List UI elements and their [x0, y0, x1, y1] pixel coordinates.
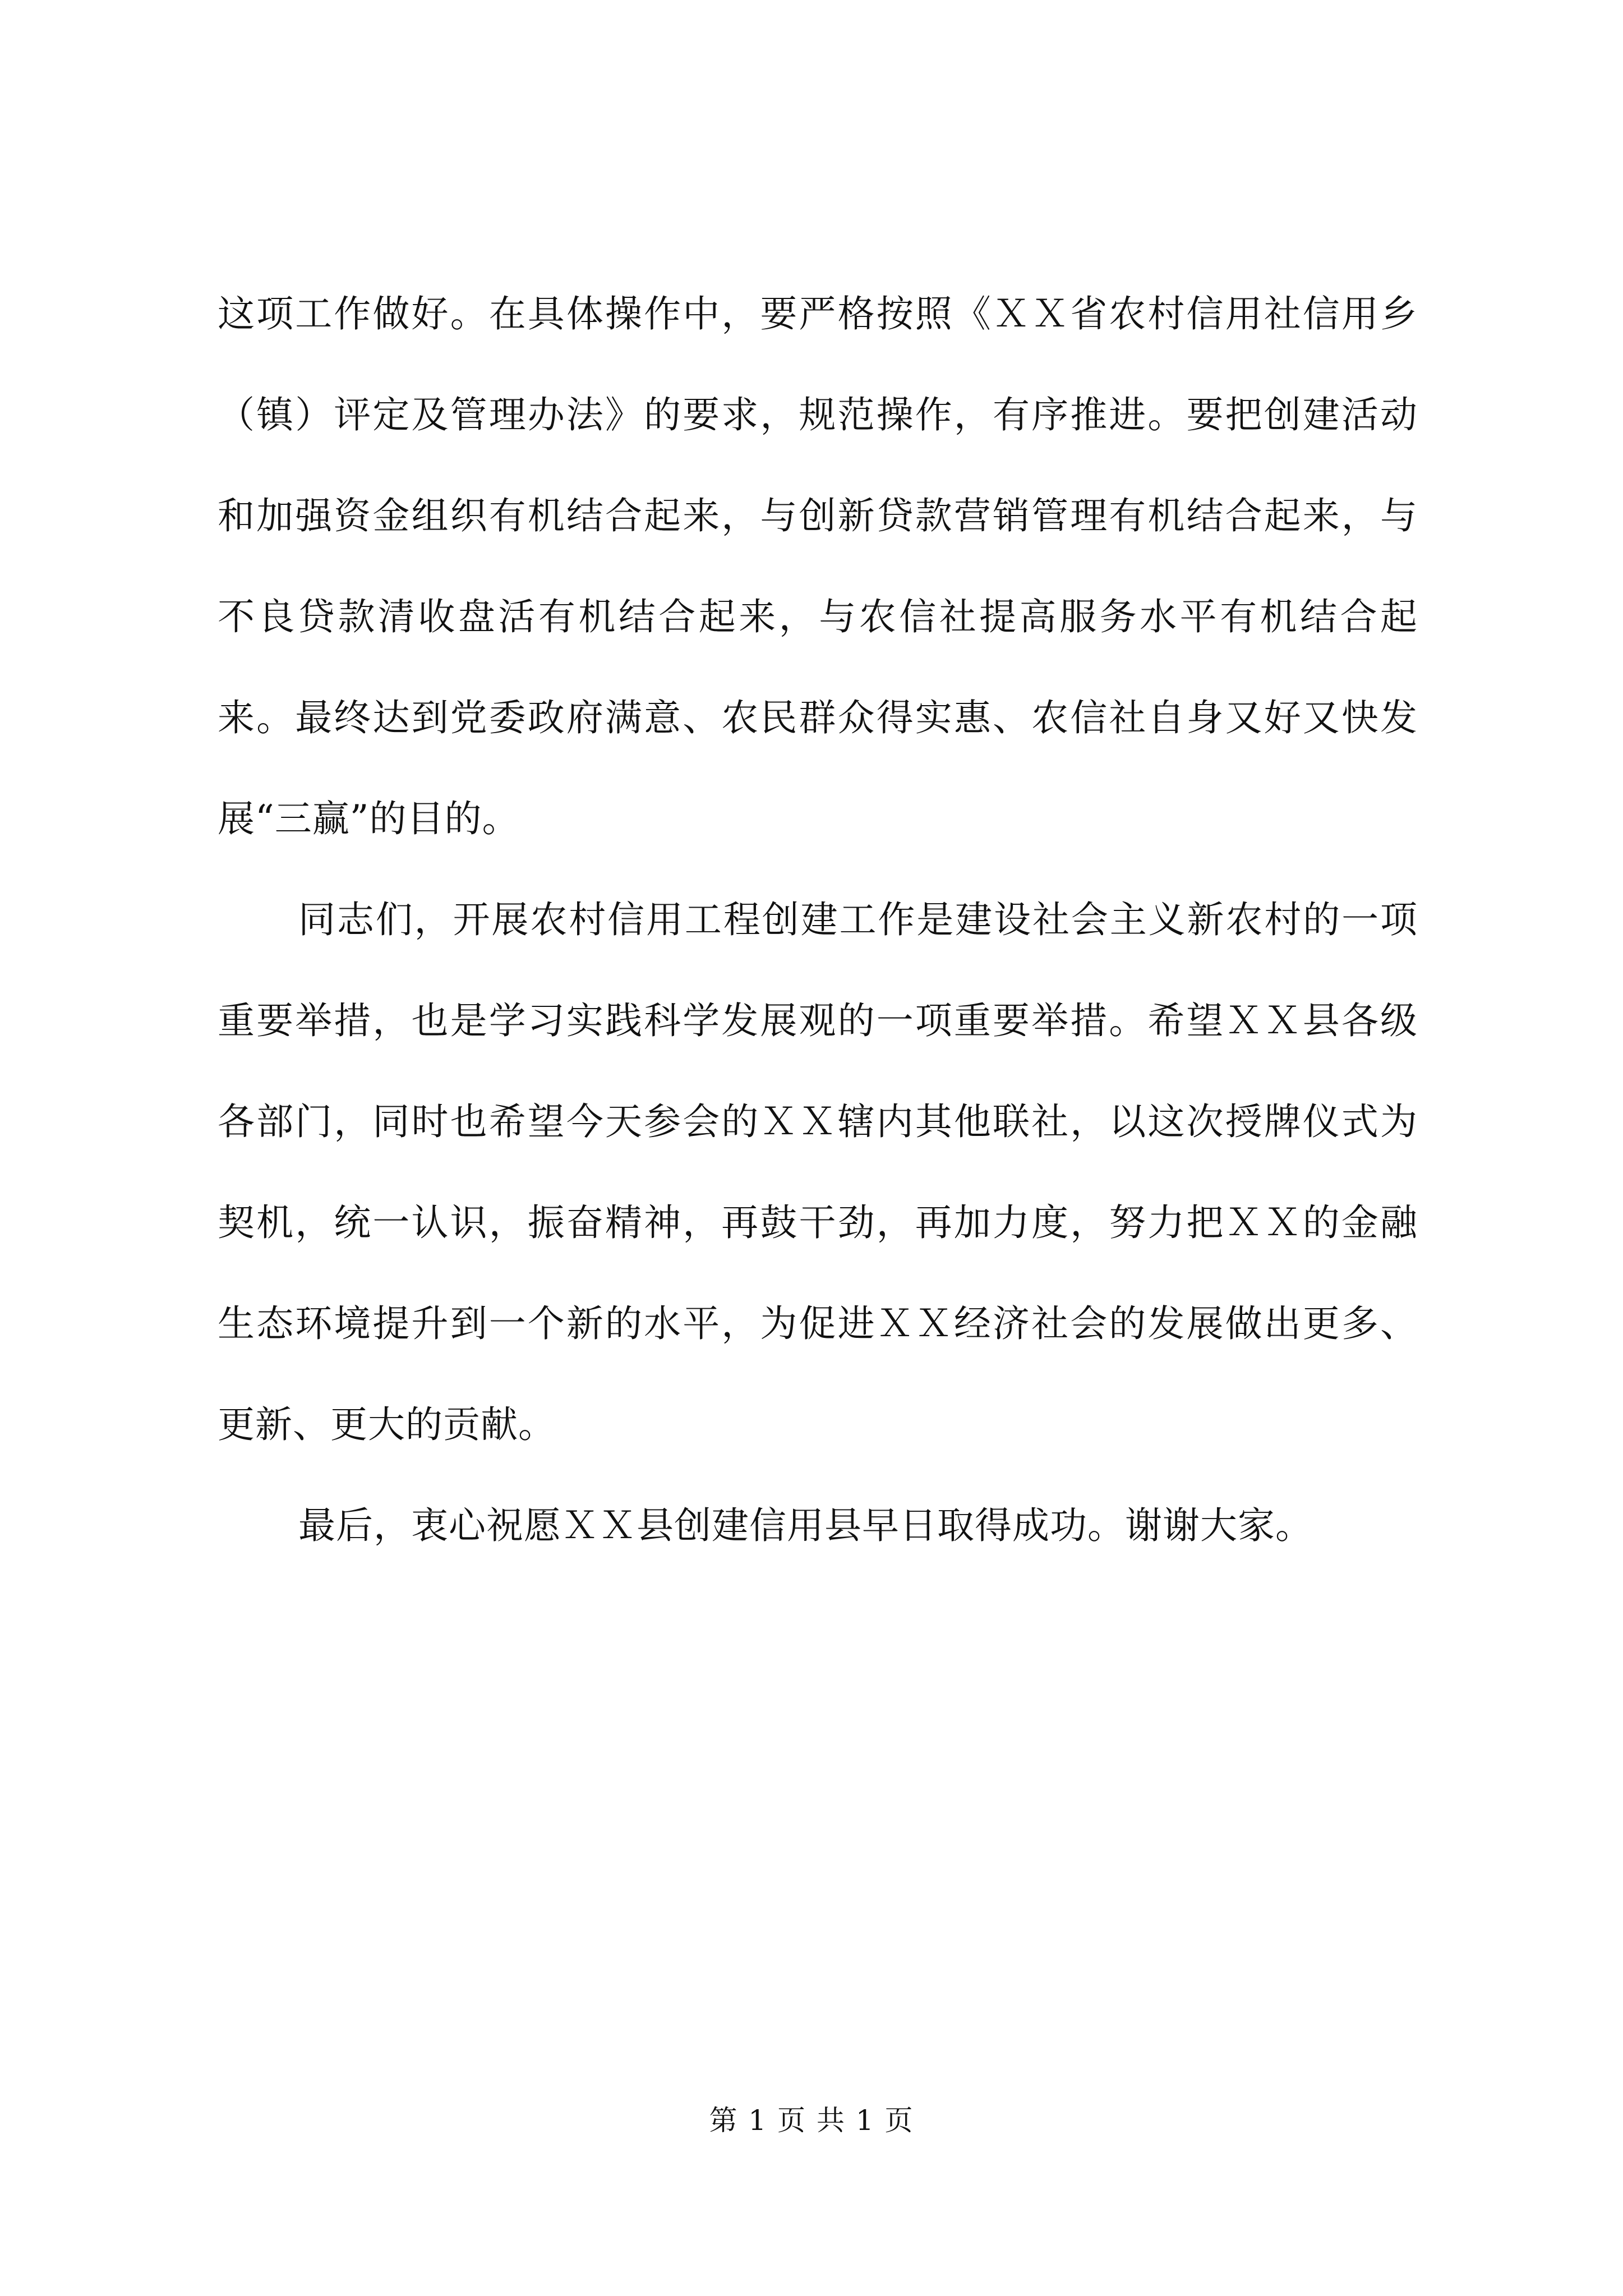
page-footer: 第 1 页 共 1 页: [709, 2104, 914, 2137]
paragraph-3: 最后，衷心祝愿ＸＸ县创建信用县早日取得成功。谢谢大家。: [298, 1504, 1313, 1547]
document-body: [218, 264, 1418, 1576]
paragraph-2: 同志们，开展农村信用工程创建工作是建设社会主义新农村的一项重要举措，也是学习实践科学发展观的一项重要举措。希望ＸＸ县各级各部门，同时也希望今天参会的ＸＸ辖内其他联社，以这次授牌仪式为契机，统一认识，振奋精神，再鼓干劲，再加力度，努力把ＸＸ的金融生态环境提升到一个新的水平，为促进ＸＸ经济社会的发展做出更多、更新、更大的贡献。: [218, 898, 1418, 1446]
paragraph-1: 这项工作做好。在具体操作中，要严格按照《ＸＸ省农村信用社信用乡（镇）评定及管理办法》的要求，规范操作，有序推进。要把创建活动和加强资金组织有机结合起来，与创新贷款营销管理有机结合起来，与不良贷款清收盘活有机结合起来，与农信社提高服务水平有机结合起来。最终达到党委政府满意、农民群众得实惠、农信社自身又好又快发展“三赢”的目的。: [218, 292, 1418, 840]
